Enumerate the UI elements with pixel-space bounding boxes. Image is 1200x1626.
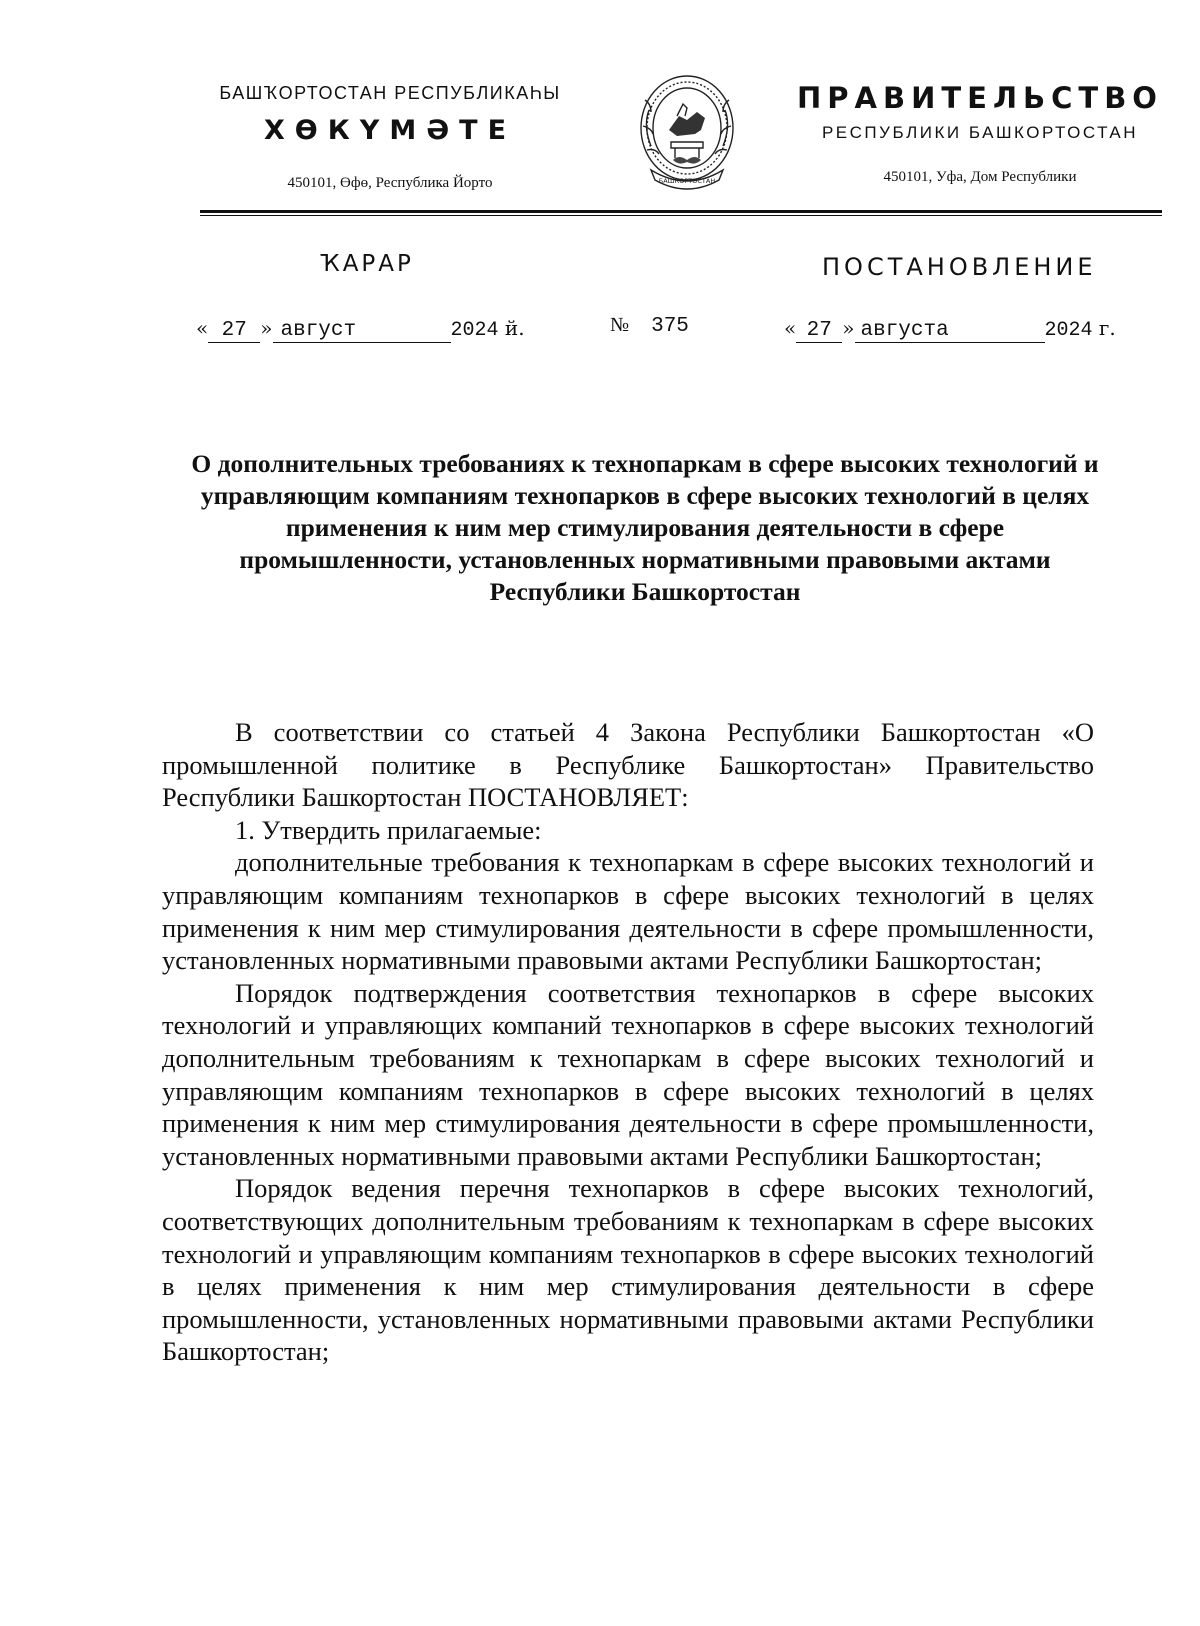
date-suffix: г. bbox=[1098, 316, 1116, 340]
header-russian bbox=[790, 80, 1170, 186]
date-suffix: й. bbox=[504, 316, 525, 340]
paragraph: Порядок ведения перечня технопарков в сфере высоких технологий, соответствующих дополнительным требованиям к технопаркам в сфере высоких технологий и управляющим компаниям технопарков в сфере высоких технологий в целях применения к ним мер стимулирования деятельности в сфере промышленности, установленных нормативными правовыми актами Республики Башкортостан; bbox=[162, 1173, 1094, 1367]
date-month: августа bbox=[855, 320, 1045, 343]
header-divider-thick bbox=[200, 210, 1162, 213]
paragraph: Порядок подтверждения соответствия технопарков в сфере высоких технологий и управляющих компаний технопарков в сфере высоких технологий дополнительным требованиям к технопаркам в сфере высоких технологий и управляющим компаниям технопарков в сфере высоких технологий в целях применения к ним мер стимулирования деятельности в сфере промышленности, установленных нормативными правовыми актами Республики Башкортостан; bbox=[162, 977, 1094, 1171]
number-value: 375 bbox=[651, 315, 689, 338]
number-sign: № bbox=[610, 314, 630, 336]
date-bashkir bbox=[196, 316, 525, 343]
doc-type-bashkir: ҠАРАР bbox=[320, 251, 414, 277]
date-close-quote: » bbox=[842, 316, 855, 340]
document-body bbox=[162, 716, 1094, 1368]
bashkir-government-name: ХӨКҮМӘТЕ bbox=[263, 115, 517, 146]
date-month: август bbox=[273, 320, 451, 343]
paragraph: В соответствии со статьей 4 Закона Республики Башкортостан «О промышленной политике в Республике Башкортостан» Правительство Республики Башкортостан ПОСТАНОВЛЯЕТ: bbox=[162, 717, 1094, 813]
document-number bbox=[610, 314, 689, 338]
date-open-quote: « bbox=[784, 316, 797, 340]
date-open-quote: « bbox=[196, 316, 209, 340]
paragraph: 1. Утвердить прилагаемые: bbox=[235, 814, 542, 845]
doc-type-russian: ПОСТАНОВЛЕНИЕ bbox=[822, 253, 1097, 281]
date-close-quote: » bbox=[260, 316, 273, 340]
russian-republic-name: РЕСПУБЛИКИ БАШКОРТОСТАН bbox=[821, 123, 1139, 142]
date-russian bbox=[784, 316, 1116, 343]
date-day: 27 bbox=[796, 320, 842, 343]
document-title: О дополнительных требованиях к технопаркам в сфере высоких технологий и управляющим компаниям технопарков в сфере высоких технологий в целях применения к ним мер стимулирования деятельности в сфере промышленности, установленных нормативными правовыми актами Республики Башкортостан bbox=[191, 449, 1099, 606]
date-year: 2024 bbox=[450, 319, 499, 342]
date-day: 27 bbox=[208, 320, 260, 343]
emblem-ribbon-text: БАШКОРТОСТАН bbox=[658, 177, 716, 185]
paragraph: дополнительные требования к технопаркам в сфере высоких технологий и управляющим компаниям технопарков в сфере высоких технологий в целях применения к ним мер стимулирования деятельности в сфере промышленности, установленных нормативными правовыми актами Республики Башкортостан; bbox=[162, 847, 1094, 976]
header-bashkir bbox=[190, 82, 590, 192]
date-year: 2024 bbox=[1044, 319, 1093, 342]
bashkir-republic-name: БАШҠОРТОСТАН РЕСПУБЛИКАҺЫ bbox=[219, 83, 561, 103]
russian-government-name: ПРАВИТЕЛЬСТВО bbox=[797, 81, 1163, 115]
bashkir-address: 450101, Өфө, Республика Йорто bbox=[287, 175, 493, 191]
header-divider-thin bbox=[200, 215, 1162, 216]
russian-address: 450101, Уфа, Дом Республики bbox=[883, 169, 1077, 185]
coat-of-arms-emblem-icon bbox=[627, 70, 747, 198]
